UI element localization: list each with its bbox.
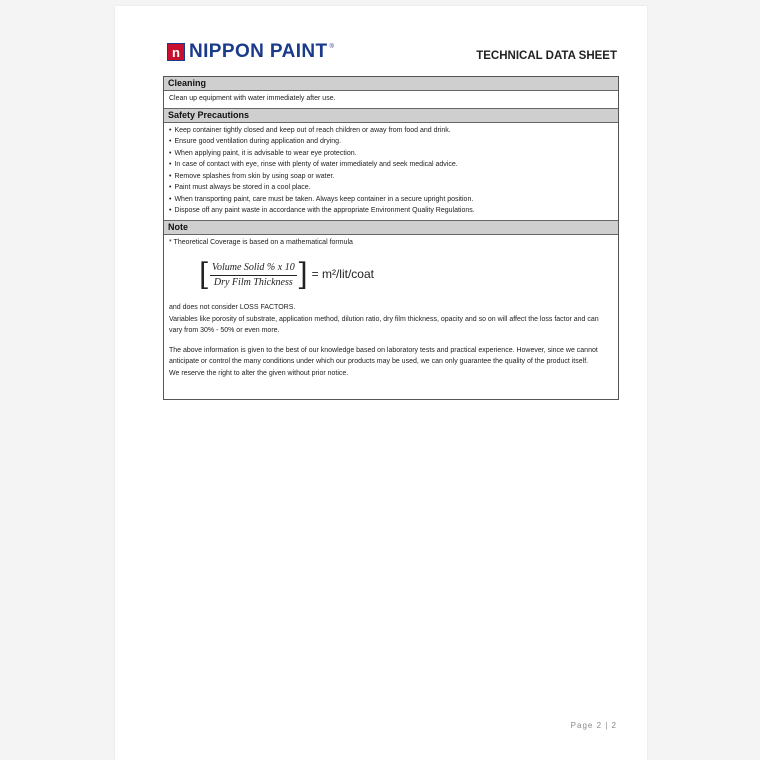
note-paragraph-1a: and does not consider LOSS FACTORS.	[169, 304, 296, 311]
brand-logo	[167, 41, 334, 63]
trademark-symbol: ®	[329, 44, 334, 50]
bullet-icon: •	[169, 149, 172, 157]
formula-result: = m²/lit/coat	[311, 267, 374, 282]
bullet-icon: •	[169, 126, 172, 134]
bullet-icon: •	[169, 184, 172, 191]
page-number: Page 2 | 2	[570, 721, 617, 730]
brand-name: NIPPON PAINT	[189, 41, 328, 62]
formula-fraction	[210, 262, 297, 288]
safety-list	[169, 125, 613, 217]
list-item: • In case of contact with eye, rinse with plenty of water immediately and seek medical advice.	[169, 159, 613, 171]
safety-body	[164, 123, 618, 220]
safety-heading: Safety Precautions	[164, 109, 618, 123]
bullet-icon: •	[169, 172, 172, 180]
list-item: • Keep container tightly closed and keep out of reach children or away from food and drink.	[169, 125, 613, 137]
cleaning-body	[164, 91, 618, 108]
list-item: • Dispose off any paint waste in accordance with the appropriate Environment Quality Regulations.	[169, 205, 613, 217]
list-item: • When applying paint, it is advisable to wear eye protection.	[169, 148, 613, 160]
document-page	[115, 6, 647, 760]
formula-left-bracket: [	[199, 256, 210, 293]
cleaning-text: Clean up equipment with water immediately after use.	[169, 95, 336, 102]
bullet-icon: •	[169, 161, 172, 168]
bullet-icon: •	[169, 207, 172, 214]
bullet-icon: •	[169, 138, 172, 145]
note-intro: * Theoretical Coverage is based on a mathematical formula	[169, 238, 353, 246]
formula-denominator: Dry Film Thickness	[213, 276, 293, 288]
content-table	[163, 76, 619, 400]
document-title: TECHNICAL DATA SHEET	[476, 50, 617, 62]
bullet-icon: •	[169, 195, 172, 203]
note-heading: Note	[164, 221, 618, 235]
logo-mark-letter: n	[172, 44, 180, 60]
list-item: • Ensure good ventilation during application and drying.	[169, 136, 613, 148]
note-paragraph-2b: We reserve the right to alter the given without prior notice.	[169, 369, 349, 377]
note-body	[164, 235, 618, 383]
formula-numerator: Volume Solid % x 10	[210, 262, 297, 276]
note-paragraph-1b: Variables like porosity of substrate, application method, dilution ratio, dry film thickness, opacity and so on will affect the loss factor and can vary from 30% - 50% or even more.	[169, 315, 599, 334]
coverage-formula	[199, 258, 613, 292]
list-item: • When transporting paint, care must be taken. Always keep container in a secure upright position.	[169, 194, 613, 206]
cleaning-heading: Cleaning	[164, 77, 618, 91]
list-item: • Remove splashes from skin by using soap or water.	[169, 171, 613, 183]
list-item: • Paint must always be stored in a cool place.	[169, 182, 613, 194]
logo-mark-icon	[167, 43, 185, 61]
note-paragraph-2a: The above information is given to the best of our knowledge based on laboratory tests and practical experience. However, since we cannot anticipate or control the many conditions under which our products may be used, we can only guarantee the quality of the product itself.	[169, 346, 598, 365]
formula-right-bracket: ]	[296, 256, 308, 293]
